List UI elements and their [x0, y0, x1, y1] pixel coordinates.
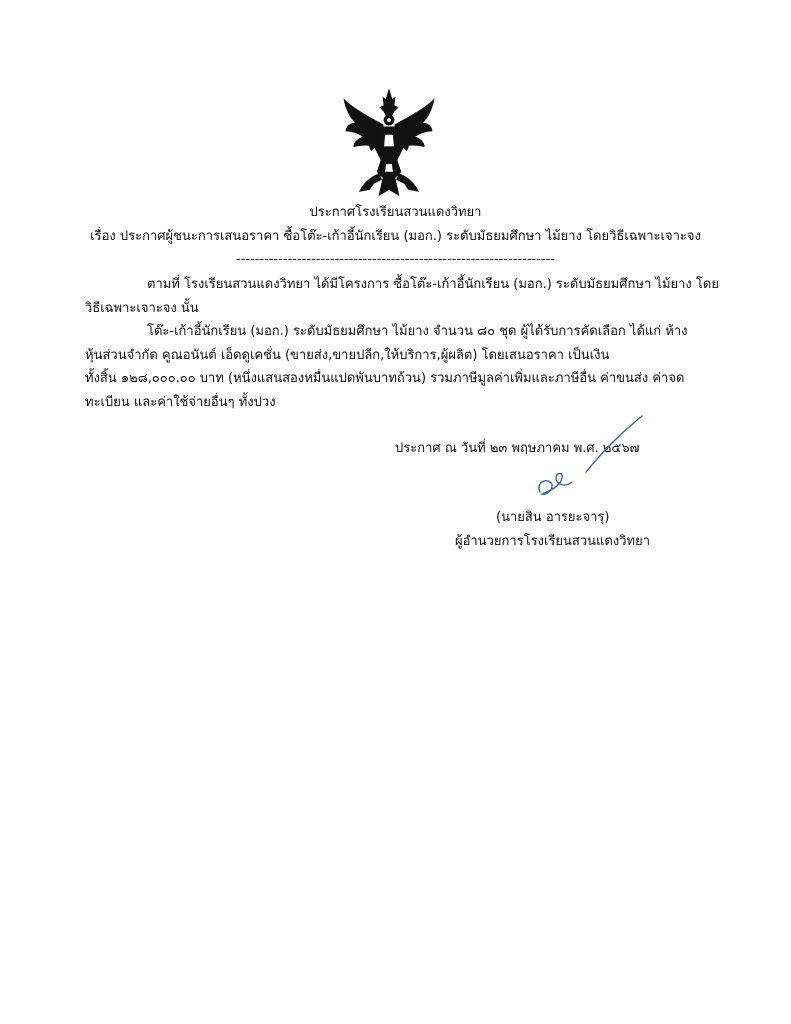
separator-line: --------------------------------------------------------------------: [236, 252, 555, 267]
garuda-emblem-icon: [340, 88, 438, 200]
paragraph-2-line-4: ทะเบียน และค่าใช้จ่ายอื่นๆ ทั้งปวง: [85, 395, 276, 410]
handwritten-signature-icon: [532, 412, 652, 507]
paragraph-2-line-3: ทั้งสิ้น ๑๒๘,๐๐๐.๐๐ บาท (หนึ่งแสนสองหมื่นแปดพันบาทถ้วน) รวมภาษีมูลค่าเพิ่มและภาษีอื่น ค่าขนส่ง ค่าจด: [85, 371, 685, 386]
paragraph-1-line-2: วิธีเฉพาะเจาะจง นั้น: [85, 301, 199, 316]
paragraph-2-line-1: โต๊ะ-เก้าอี้นักเรียน (มอก.) ระดับมัธยมศึกษา ไม้ยาง จำนวน ๘๐ ชุด ผู้ได้รับการคัดเลือก ได้แก่ ห้าง: [147, 324, 688, 339]
document-title: ประกาศโรงเรียนสวนแดงวิทยา: [309, 205, 482, 220]
signer-position: ผู้อำนวยการโรงเรียนสวนแดงวิทยา: [455, 534, 650, 549]
document-subject: เรื่อง ประกาศผู้ชนะการเสนอราคา ซื้อโต๊ะ-เก้าอี้นักเรียน (มอก.) ระดับมัธยมศึกษา ไม้ยาง โดยวิธีเฉพาะเจาะจง: [90, 229, 701, 244]
paragraph-2-line-2: หุ้นส่วนจำกัด คูณอนันต์ เอ็ดดูเคชั่น (ขายส่ง,ขายปลีก,ให้บริการ,ผู้ผลิต) โดยเสนอราคา เป็นเงิน: [85, 348, 610, 363]
signer-name: (นายสิน อารยะจารุ): [496, 510, 610, 525]
announce-date: ประกาศ ณ วันที่ ๒๓ พฤษภาคม พ.ศ. ๒๕๖๗: [395, 441, 640, 456]
paragraph-1-line-1: ตามที่ โรงเรียนสวนแดงวิทยา ได้มีโครงการ ซื้อโต๊ะ-เก้าอี้นักเรียน (มอก.) ระดับมัธยมศึกษา ไม้ยาง โดย: [147, 277, 719, 292]
